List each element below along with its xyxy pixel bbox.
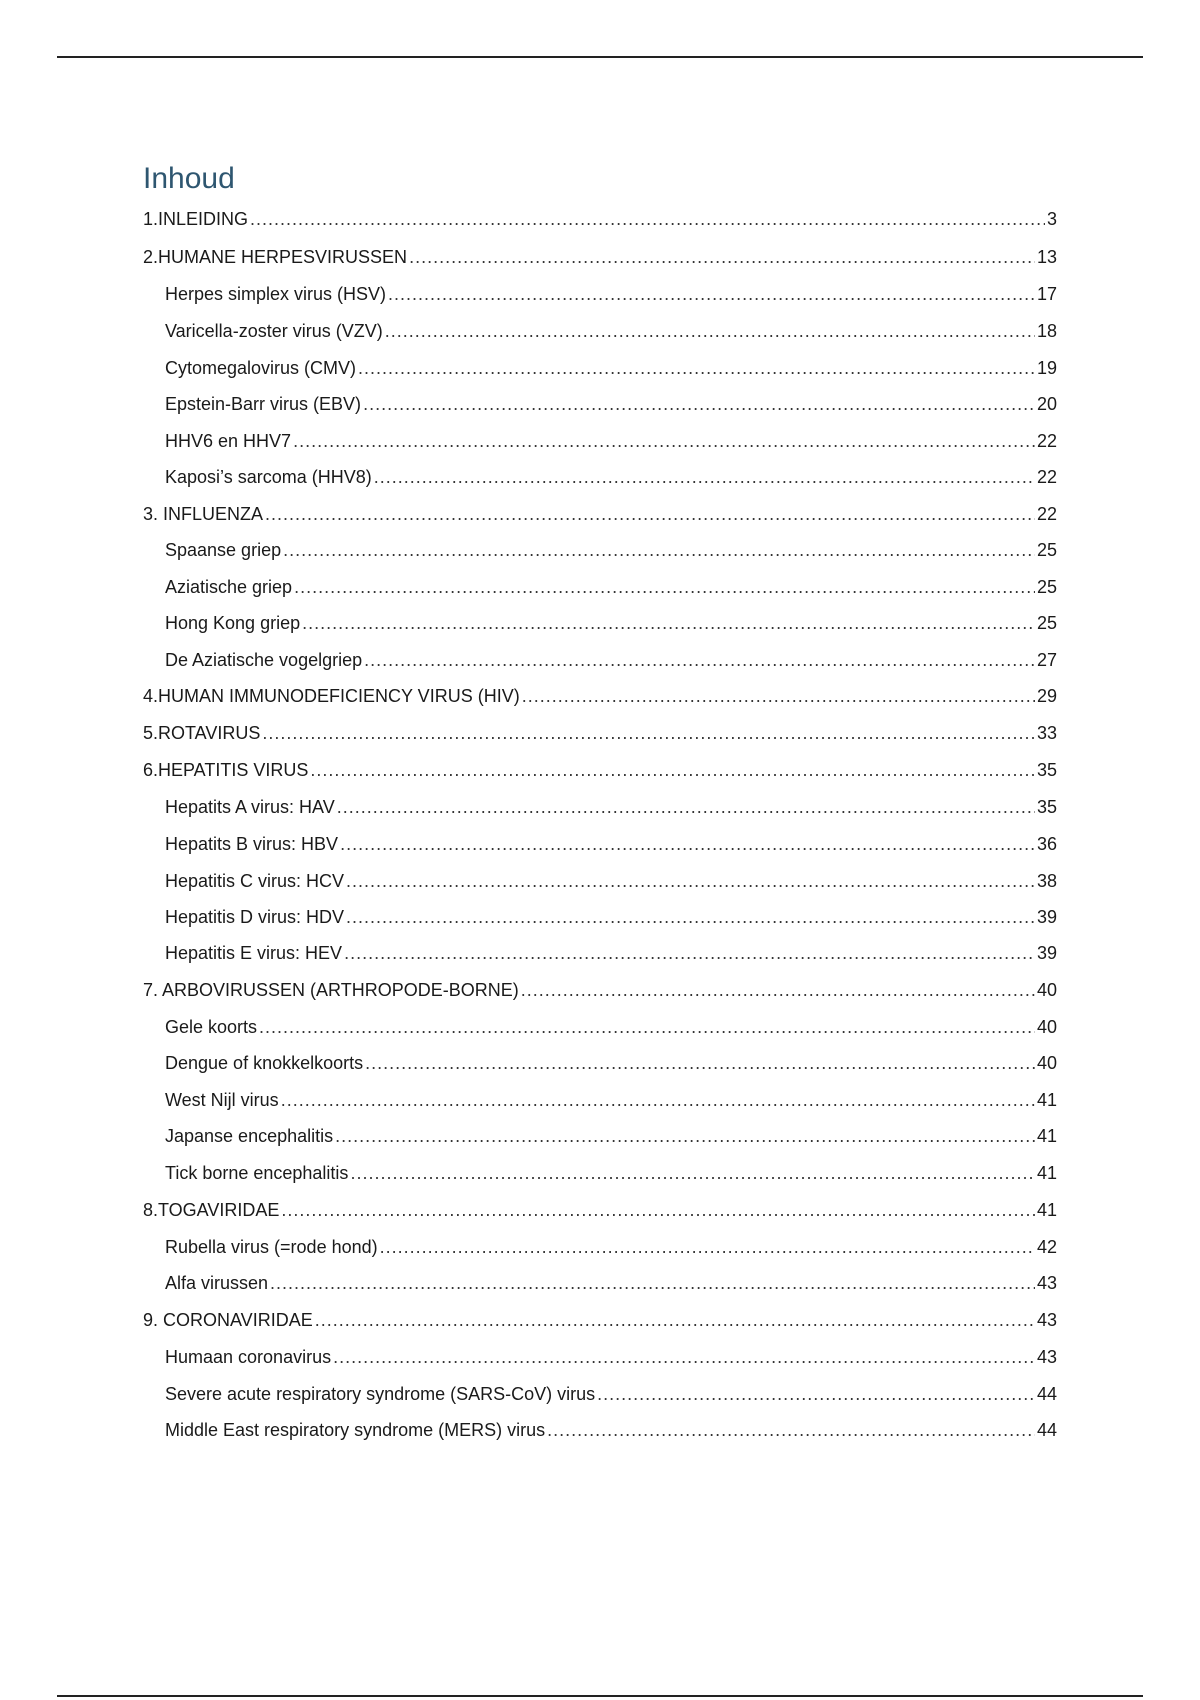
toc-entry-label[interactable]: Hepatits A virus: HAV [165,797,335,817]
toc-entry[interactable] [143,393,1057,430]
toc-entry[interactable] [143,979,1057,1016]
toc-entry[interactable] [143,430,1057,466]
dot-leader [364,649,1035,671]
toc-entry-page-number[interactable]: 44 [1036,1420,1057,1440]
toc-entry-label[interactable]: Severe acute respiratory syndrome (SARS-CoV) virus [165,1383,596,1404]
toc-entry[interactable] [143,208,1057,246]
toc-entry-label[interactable]: Dengue of knokkelkoorts [165,1053,364,1073]
toc-entry-label[interactable]: Cytomegalovirus (CMV) [165,357,357,378]
toc-entry[interactable] [143,1199,1057,1236]
dot-leader [346,870,1035,892]
toc-entry-page-number[interactable]: 41 [1036,1090,1057,1110]
dot-leader [270,1272,1035,1294]
toc-entry[interactable] [143,906,1057,943]
toc-entry-label[interactable]: Hepatitis D virus: HDV [165,906,345,927]
toc-entry-page-number[interactable]: 39 [1036,906,1057,927]
toc-entry-label[interactable]: Japanse encephalitis [165,1126,334,1146]
toc-entry-label[interactable]: Rubella virus (=rode hond) [165,1236,378,1257]
dot-leader [365,1052,1035,1074]
toc-entry-label[interactable]: West Nijl virus [165,1090,279,1110]
toc-entry-page-number[interactable]: 29 [1036,686,1057,706]
toc-entry[interactable] [143,1089,1057,1125]
dot-leader [409,246,1035,268]
toc-entry[interactable] [143,759,1057,796]
toc-entry-label[interactable]: 2.HUMANE HERPESVIRUSSEN [143,246,408,267]
toc-entry[interactable] [143,320,1057,357]
toc-entry-label[interactable]: 1.INLEIDING [143,209,249,229]
toc-entry-label[interactable]: Hepatits B virus: HBV [165,833,339,854]
toc-entry-label[interactable]: 4.HUMAN IMMUNODEFICIENCY VIRUS (HIV) [143,686,520,706]
toc-list [143,208,1057,1456]
toc-entry-label[interactable]: Spaanse griep [165,540,282,560]
toc-entry[interactable] [143,870,1057,906]
toc-entry[interactable] [143,1272,1057,1309]
dot-leader [315,1309,1035,1331]
dot-leader [522,685,1035,707]
toc-entry-page-number[interactable]: 40 [1036,979,1057,1000]
footer-rule [57,1695,1143,1697]
toc-entry-label[interactable]: Herpes simplex virus (HSV) [165,284,387,304]
toc-entry[interactable] [143,576,1057,613]
dot-leader [346,906,1035,928]
toc-entry-page-number[interactable]: 43 [1036,1346,1057,1367]
toc-entry-page-number[interactable]: 44 [1036,1383,1057,1404]
toc-entry-label[interactable]: Aziatische griep [165,576,293,597]
toc-entry[interactable] [143,466,1057,503]
dot-leader [363,393,1035,415]
toc-entry[interactable] [143,283,1057,320]
dot-leader [333,1346,1035,1368]
toc-title: Inhoud [143,162,235,195]
toc-entry-page-number[interactable]: 41 [1036,1126,1057,1146]
toc-entry-page-number[interactable]: 42 [1036,1236,1057,1257]
toc-entry[interactable] [143,503,1057,540]
toc-entry-label[interactable]: Varicella-zoster virus (VZV) [165,320,383,341]
toc-entry-page-number[interactable]: 3 [1046,209,1057,229]
toc-entry-page-number[interactable]: 27 [1036,649,1057,670]
dot-leader [265,503,1035,525]
toc-entry-label[interactable]: 3. INFLUENZA [143,503,264,524]
dot-leader [521,979,1035,1001]
toc-entry[interactable] [143,722,1057,759]
toc-entry-page-number[interactable]: 43 [1036,1273,1057,1293]
toc-entry-label[interactable]: 6.HEPATITIS VIRUS [143,760,309,780]
toc-entry-label[interactable]: Alfa virussen [165,1273,269,1293]
toc-entry-page-number[interactable]: 19 [1036,357,1057,378]
dot-leader [281,1199,1035,1221]
dot-leader [340,833,1035,855]
toc-entry-page-number[interactable]: 39 [1036,943,1057,963]
dot-leader [388,283,1035,305]
toc-entry-label[interactable]: Epstein-Barr virus (EBV) [165,394,362,414]
toc-entry[interactable] [143,539,1057,576]
toc-entry[interactable] [143,612,1057,649]
dot-leader [374,466,1035,488]
toc-entry[interactable] [143,357,1057,394]
toc-entry-label[interactable]: 9. CORONAVIRIDAE [143,1310,313,1330]
toc-entry-page-number[interactable]: 22 [1036,431,1057,451]
dot-leader [250,208,1045,230]
dot-leader [283,539,1035,561]
dot-leader [344,942,1035,964]
dot-leader [380,1236,1035,1258]
dot-leader [262,722,1035,744]
toc-entry-page-number[interactable]: 18 [1036,320,1057,341]
toc-entry-label[interactable]: De Aziatische vogelgriep [165,649,363,670]
header-rule [57,56,1143,58]
toc-entry-page-number[interactable]: 20 [1036,394,1057,414]
toc-entry-label[interactable]: 5.ROTAVIRUS [143,723,261,743]
toc-entry[interactable] [143,1016,1057,1053]
dot-leader [294,576,1035,598]
toc-entry[interactable] [143,1309,1057,1346]
toc-entry-page-number[interactable]: 43 [1036,1310,1057,1330]
dot-leader [335,1125,1035,1147]
toc-entry-label[interactable]: 8.TOGAVIRIDAE [143,1199,280,1220]
toc-entry-page-number[interactable]: 13 [1036,246,1057,267]
toc-entry-page-number[interactable]: 17 [1036,284,1057,304]
toc-entry-page-number[interactable]: 25 [1036,540,1057,560]
toc-entry-label[interactable]: Kaposi’s sarcoma (HHV8) [165,467,372,487]
toc-entry-page-number[interactable]: 22 [1036,503,1057,524]
toc-entry[interactable] [143,1419,1057,1456]
toc-entry-label[interactable]: Middle East respiratory syndrome (MERS) virus [165,1420,546,1440]
toc-entry[interactable] [143,1383,1057,1420]
toc-entry-page-number[interactable]: 35 [1036,760,1057,780]
dot-leader [293,430,1035,452]
toc-entry[interactable] [143,1125,1057,1162]
toc-entry-page-number[interactable]: 33 [1036,723,1057,743]
dot-leader [281,1089,1035,1111]
toc-entry[interactable] [143,649,1057,686]
toc-entry[interactable] [143,942,1057,979]
toc-entry-page-number[interactable]: 38 [1036,870,1057,891]
toc-entry-label[interactable]: Hepatitis C virus: HCV [165,870,345,891]
toc-entry-label[interactable]: Hong Kong griep [165,613,301,633]
toc-entry-label[interactable]: Hepatitis E virus: HEV [165,943,343,963]
toc-entry-page-number[interactable]: 40 [1036,1053,1057,1073]
toc-entry-page-number[interactable]: 41 [1036,1163,1057,1183]
toc-entry[interactable] [143,1236,1057,1273]
dot-leader [337,796,1035,818]
toc-entry-page-number[interactable]: 41 [1036,1199,1057,1220]
dot-leader [597,1383,1035,1405]
dot-leader [259,1016,1035,1038]
toc-entry[interactable] [143,833,1057,870]
toc-entry[interactable] [143,246,1057,284]
toc-entry[interactable] [143,1346,1057,1383]
dot-leader [358,357,1035,379]
toc-entry-label[interactable]: Tick borne encephalitis [165,1163,349,1183]
toc-entry-label[interactable]: Gele koorts [165,1016,258,1037]
toc-entry-page-number[interactable]: 25 [1036,613,1057,633]
dot-leader [302,612,1035,634]
dot-leader [385,320,1035,342]
toc-entry-page-number[interactable]: 35 [1036,797,1057,817]
toc-entry-page-number[interactable]: 25 [1036,576,1057,597]
toc-entry-page-number[interactable]: 22 [1036,467,1057,487]
toc-entry[interactable] [143,796,1057,833]
toc-entry[interactable] [143,685,1057,722]
dot-leader [310,759,1035,781]
toc-entry-label[interactable]: Humaan coronavirus [165,1346,332,1367]
dot-leader [350,1162,1035,1184]
toc-entry[interactable] [143,1052,1057,1089]
toc-entry-page-number[interactable]: 36 [1036,833,1057,854]
toc-entry-label[interactable]: 7. ARBOVIRUSSEN (ARTHROPODE-BORNE) [143,979,519,1000]
toc-entry[interactable] [143,1162,1057,1199]
toc-entry-label[interactable]: HHV6 en HHV7 [165,431,292,451]
toc-entry-page-number[interactable]: 40 [1036,1016,1057,1037]
dot-leader [547,1419,1035,1441]
